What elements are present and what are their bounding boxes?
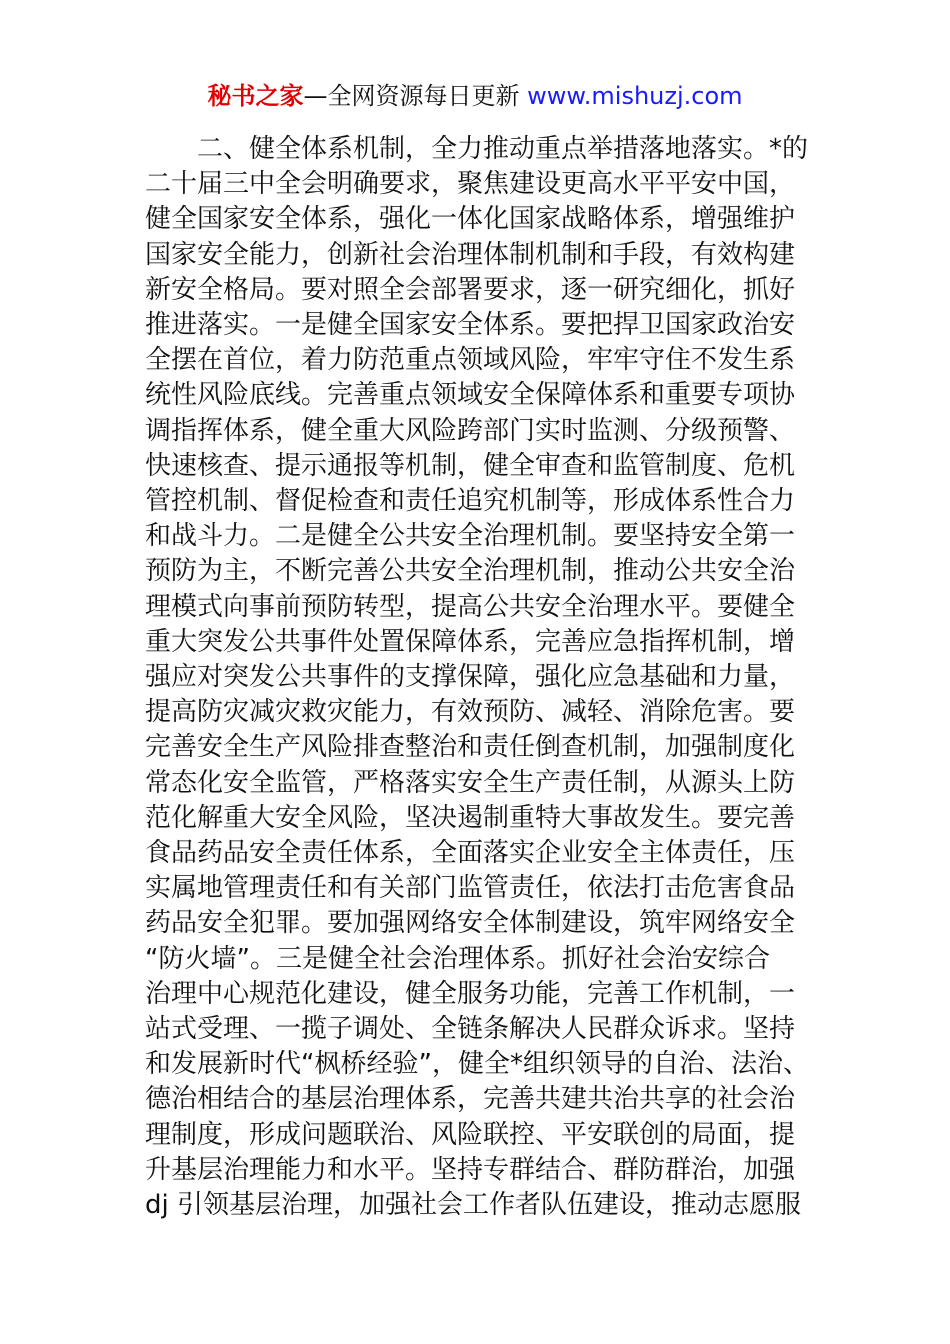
header-tagline: —全网资源每日更新 <box>303 82 528 110</box>
text-line: “防火墙”。三是健全社会治理体系。抓好社会治安综合 <box>145 943 770 974</box>
brand-name: 秘书之家 <box>207 82 304 110</box>
text-line: 常态化安全监管，严格落实安全生产责任制，从源头上防 <box>145 767 796 798</box>
text-line: 调指挥体系，健全重大风险跨部门实时监测、分级预警、 <box>145 415 796 446</box>
text-line: 治理中心规范化建设，健全服务功能，完善工作机制，一 <box>145 978 796 1009</box>
article-body <box>145 132 815 1223</box>
text-line: dj 引领基层治理，加强社会工作者队伍建设，推动志愿服 <box>145 1190 801 1221</box>
text-line: 二、健全体系机制，全力推动重点举措落地落实。*的 <box>197 134 809 164</box>
text-line: 预防为主，不断完善公共安全治理机制，推动公共安全治 <box>145 556 796 587</box>
text-line: 实属地管理责任和有关部门监管责任，依法打击危害食品 <box>145 873 796 904</box>
text-line: 药品安全犯罪。要加强网络安全体制建设，筑牢网络安全 <box>145 908 796 939</box>
text-line: 和发展新时代“枫桥经验”，健全*组织领导的自治、法治、 <box>145 1049 809 1080</box>
text-line: 统性风险底线。完善重点领域安全保障体系和重要专项协 <box>145 380 796 411</box>
text-line: 理模式向事前预防转型，提高公共安全治理水平。要健全 <box>145 591 796 622</box>
text-line: 二十届三中全会明确要求，聚焦建设更高水平平安中国， <box>145 169 796 200</box>
text-line: 管控机制、督促检查和责任追究机制等，形成体系性合力 <box>145 486 796 517</box>
text-line: 完善安全生产风险排查整治和责任倒查机制，加强制度化 <box>145 732 796 763</box>
text-line: 重大突发公共事件处置保障体系，完善应急指挥机制，增 <box>145 626 796 657</box>
text-line: 健全国家安全体系，强化一体化国家战略体系，增强维护 <box>145 204 796 235</box>
website-link[interactable]: www.mishuzj.com <box>527 82 743 110</box>
text-line: 新安全格局。要对照全会部署要求，逐一研究细化，抓好 <box>145 274 796 305</box>
text-line: 食品药品安全责任体系，全面落实企业安全主体责任，压 <box>145 838 796 869</box>
text-line: 理制度，形成问题联治、风险联控、平安联创的局面，提 <box>145 1119 796 1150</box>
text-line: 和战斗力。二是健全公共安全治理机制。要坚持安全第一 <box>145 521 796 552</box>
text-line: 升基层治理能力和水平。坚持专群结合、群防群治，加强 <box>145 1154 796 1185</box>
text-line: 强应对突发公共事件的支撑保障，强化应急基础和力量， <box>145 662 796 693</box>
text-line: 德治相结合的基层治理体系，完善共建共治共享的社会治 <box>145 1084 796 1115</box>
page-header <box>0 80 950 112</box>
text-line: 站式受理、一揽子调处、全链条解决人民群众诉求。坚持 <box>145 1014 796 1045</box>
text-line: 快速核查、提示通报等机制，健全审查和监管制度、危机 <box>145 450 796 481</box>
text-line: 全摆在首位，着力防范重点领域风险，牢牢守住不发生系 <box>145 345 796 376</box>
text-line: 范化解重大安全风险，坚决遏制重特大事故发生。要完善 <box>145 802 796 833</box>
text-line: 提高防灾减灾救灾能力，有效预防、减轻、消除危害。要 <box>145 697 796 728</box>
text-line: 推进落实。一是健全国家安全体系。要把捍卫国家政治安 <box>145 310 796 341</box>
text-line: 国家安全能力，创新社会治理体制机制和手段，有效构建 <box>145 239 796 270</box>
